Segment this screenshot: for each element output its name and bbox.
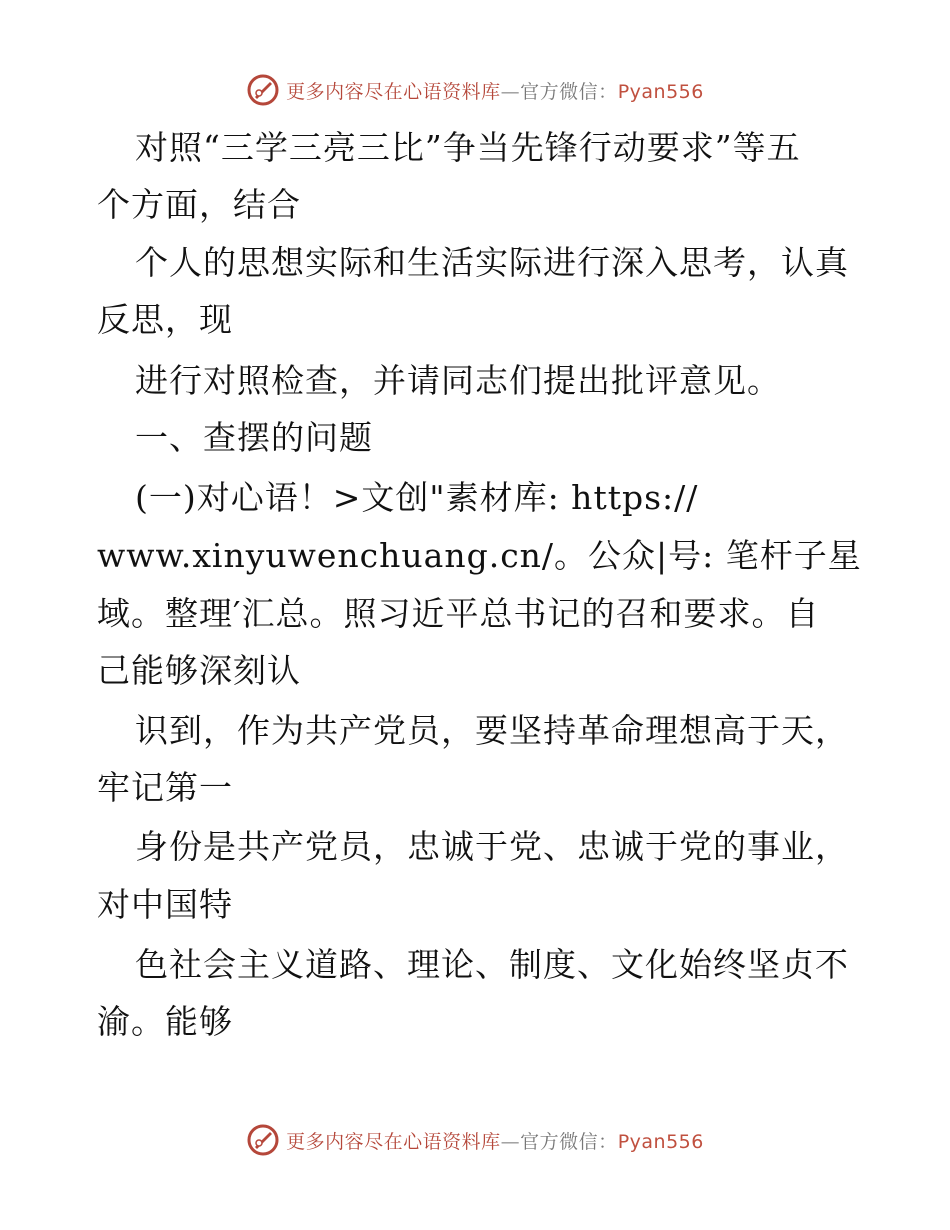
footer-watermark (0, 1120, 950, 1160)
watermark-label: 官方微信： (520, 1130, 618, 1153)
text-line: 一、查摆的问题 (135, 418, 373, 457)
text-line: 对照“三学三亮三比”争当先锋行动要求”等五 (135, 128, 801, 167)
watermark-separator: — (500, 80, 521, 103)
text-line: 个人的思想实际和生活实际进行深入思考，认真 (135, 243, 849, 282)
text-line: 进行对照检查，并请同志们提出批评意见。 (135, 361, 781, 400)
text-line: 牢记第一 (97, 768, 233, 807)
watermark-wechat-id: Pyan556 (617, 80, 704, 103)
text-line: (一)对心语！>文创"素材库: https:// (135, 478, 699, 517)
quill-seal-icon (246, 1123, 280, 1157)
watermark-site: 更多内容尽在心语资料库 (286, 80, 501, 103)
text-line: 识到，作为共产党员，要坚持革命理想高于天， (135, 711, 849, 750)
text-line: 反思，现 (97, 300, 233, 339)
watermark-site: 更多内容尽在心语资料库 (286, 1130, 501, 1153)
watermark-wechat-id: Pyan556 (617, 1130, 704, 1153)
watermark-text (286, 1127, 704, 1154)
watermark-separator: — (500, 1130, 521, 1153)
text-line: 个方面，结合 (97, 185, 301, 224)
text-line: 己能够深刻认 (97, 651, 301, 690)
watermark-label: 官方微信： (520, 80, 618, 103)
text-line: 渝。能够 (97, 1002, 233, 1041)
text-line: 对中国特 (97, 885, 233, 924)
text-line: www.xinyuwenchuang.cn/。公众|号: 笔杆子星 (97, 536, 862, 575)
text-line: 身份是共产党员，忠诚于党、忠诚于党的事业， (135, 827, 849, 866)
text-line: 域。整理′汇总。照习近平总书记的召和要求。自 (97, 594, 820, 633)
text-line: 色社会主义道路、理论、制度、文化始终坚贞不 (135, 945, 849, 984)
